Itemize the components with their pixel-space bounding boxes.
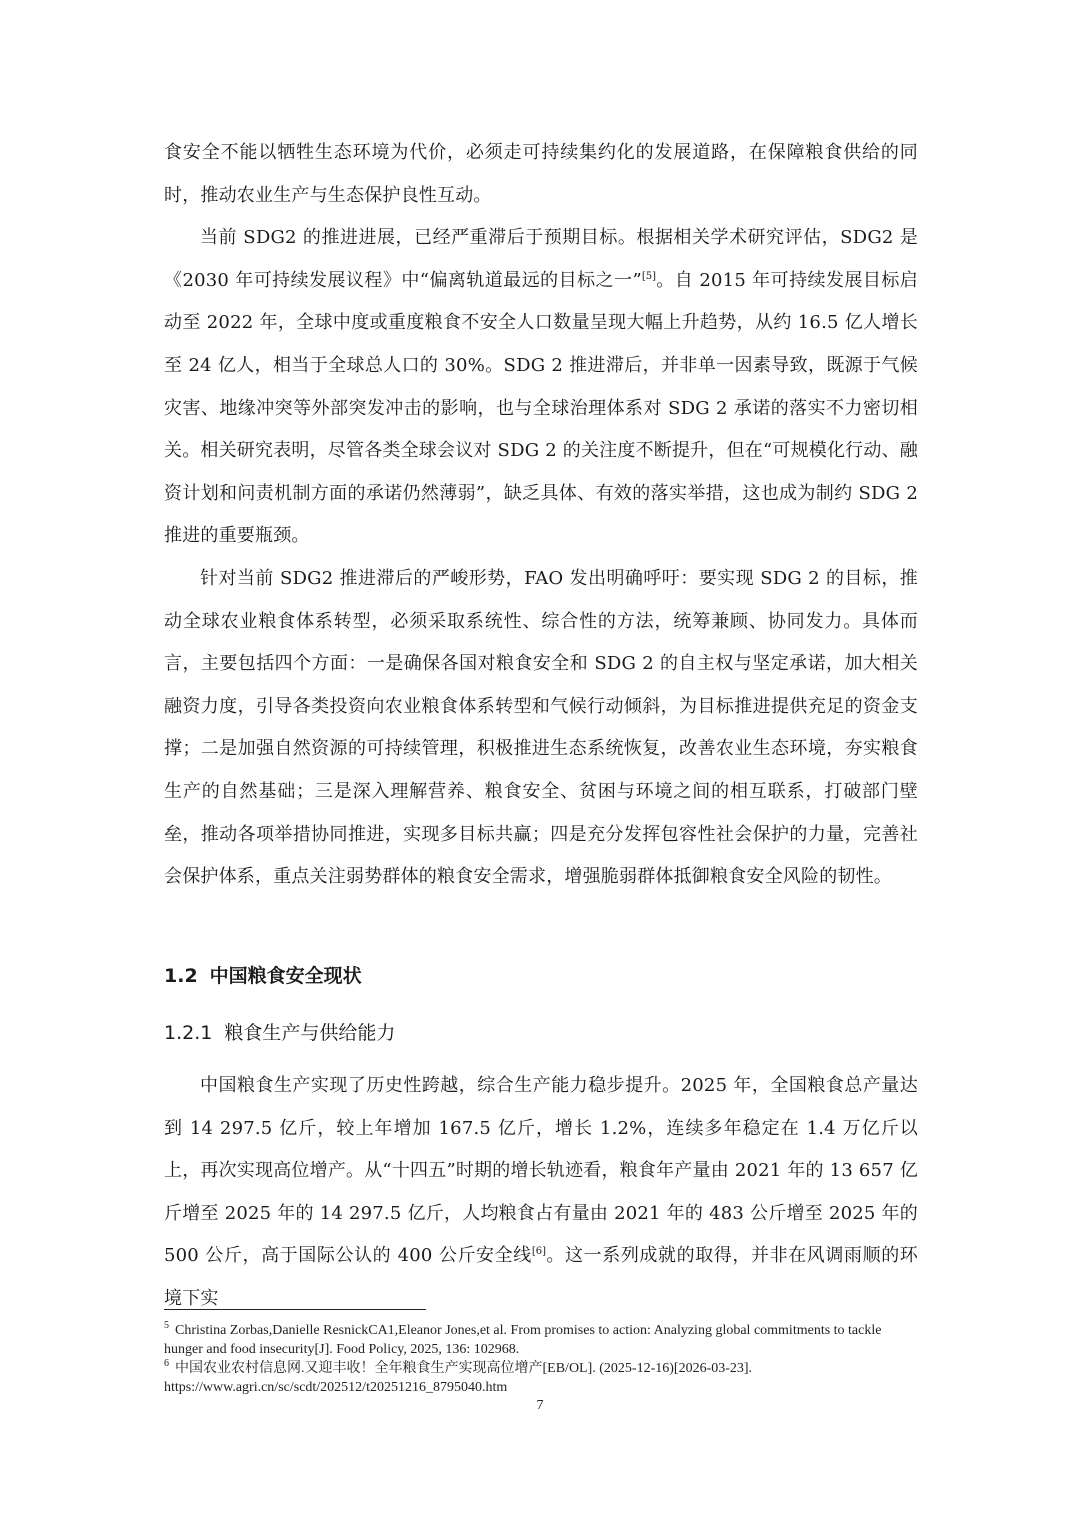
section-number: 1.2: [164, 965, 198, 987]
section-title: 粮食生产与供给能力: [224, 1022, 396, 1044]
footnote-6: [164, 1359, 918, 1397]
paragraph-text: 中国粮食生产实现了历史性跨越，综合生产能力稳步提升。2025 年，全国粮食总产量达到 14 297.5 亿斤，较上年增加 167.5 亿斤，增长 1.2%，连续多年稳定在 1.4 万亿斤以上，再次实现高位增产。从“十四五”时期的增长轨迹看，粮食年产量由 2021 年的 13 657 亿斤增至 2025 年的 14 297.5 亿斤，人均粮食占有量由 2021 年的 483 公斤增至 2025 年的 500 公斤，高于国际公认的 400 公斤安全线: [164, 1075, 918, 1267]
page-number: 7: [536, 1398, 544, 1413]
citation-ref-6[interactable]: [6]: [531, 1246, 547, 1258]
footnote-mark: 5: [164, 1320, 169, 1332]
paragraph-continuation: 食安全不能以牺牲生态环境为代价，必须走可持续集约化的发展道路，在保障粮食供给的同时，推动农业生产与生态保护良性互动。: [164, 142, 918, 206]
section-1-2-1-body: [164, 1065, 918, 1321]
section-title: 中国粮食安全现状: [209, 965, 362, 987]
section-1-1-body: [164, 132, 918, 899]
footnotes: [164, 1321, 918, 1397]
section-heading-1-2-1: [164, 1018, 395, 1045]
footnote-text: 中国农业农村信息网.又迎丰收！全年粮食生产实现高位增产[EB/OL]. (2025-12-16)[2026-03-23]. https://www.agri.cn/sc/scdt/202512/t20251216_8795040.htm: [164, 1361, 753, 1395]
paragraph-text: 。自 2015 年可持续发展目标启动至 2022 年，全球中度或重度粮食不安全人口数量呈现大幅上升趋势，从约 16.5 亿人增长至 24 亿人，相当于全球总人口的 30%。SDG 2 推进滞后，并非单一因素导致，既源于气候灾害、地缘冲突等外部突发冲击的影响，也与全球治理体系对 SDG 2 承诺的落实不力密切相关。相关研究表明，尽管各类全球会议对 SDG 2 的关注度不断提升，但在“可规模化行动、融资计划和问责机制方面的承诺仍然薄弱”，缺乏具体、有效的落实举措，这也成为制约 SDG 2 推进的重要瓶颈。: [164, 269, 918, 547]
section-heading-1-2: [164, 961, 362, 988]
paragraph-fao-call: 针对当前 SDG2 推进滞后的严峻形势，FAO 发出明确呼吁：要实现 SDG 2 的目标，推动全球农业粮食体系转型，必须采取系统性、综合性的方法，统筹兼顾、协同发力。具体而言，主要包括四个方面：一是确保各国对粮食安全和 SDG 2 的自主权与坚定承诺，加大相关融资力度，引导各类投资向农业粮食体系转型和气候行动倾斜，为目标推进提供充足的资金支撑；二是加强自然资源的可持续管理，积极推进生态系统恢复，改善农业生态环境，夯实粮食生产的自然基础；三是深入理解营养、粮食安全、贫困与环境之间的相互联系，打破部门壁垒，推动各项举措协同推进，实现多目标共赢；四是充分发挥包容性社会保护的力量，完善社会保护体系，重点关注弱势群体的粮食安全需求，增强脆弱群体抵御粮食安全风险的韧性。: [164, 567, 918, 888]
footnote-mark: 6: [164, 1358, 169, 1370]
paragraph-sdg2-progress: [164, 217, 918, 558]
citation-ref-5[interactable]: [5]: [641, 270, 657, 282]
paragraph-grain-production: [164, 1065, 918, 1321]
paragraph-text: 当前 SDG2 的推进进展，已经严重滞后于预期目标。根据相关学术研究评估，SDG2 是《2030 年可持续发展议程》中“偏离轨道最远的目标之一”: [164, 227, 918, 291]
footnote-5: [164, 1321, 918, 1359]
footnote-text: Christina Zorbas,Danielle ResnickCA1,Eleanor Jones,et al. From promises to action: Analyzing global commitments to tackle hunger and food insecurity[J]. Food Policy, 2025, 136: 102968.: [164, 1323, 882, 1357]
paragraph-text: 。这一系列成就的取得，并非在风调雨顺的环境下实: [164, 1245, 918, 1309]
footnote-divider: [164, 1309, 426, 1310]
section-number: 1.2.1: [164, 1022, 213, 1044]
